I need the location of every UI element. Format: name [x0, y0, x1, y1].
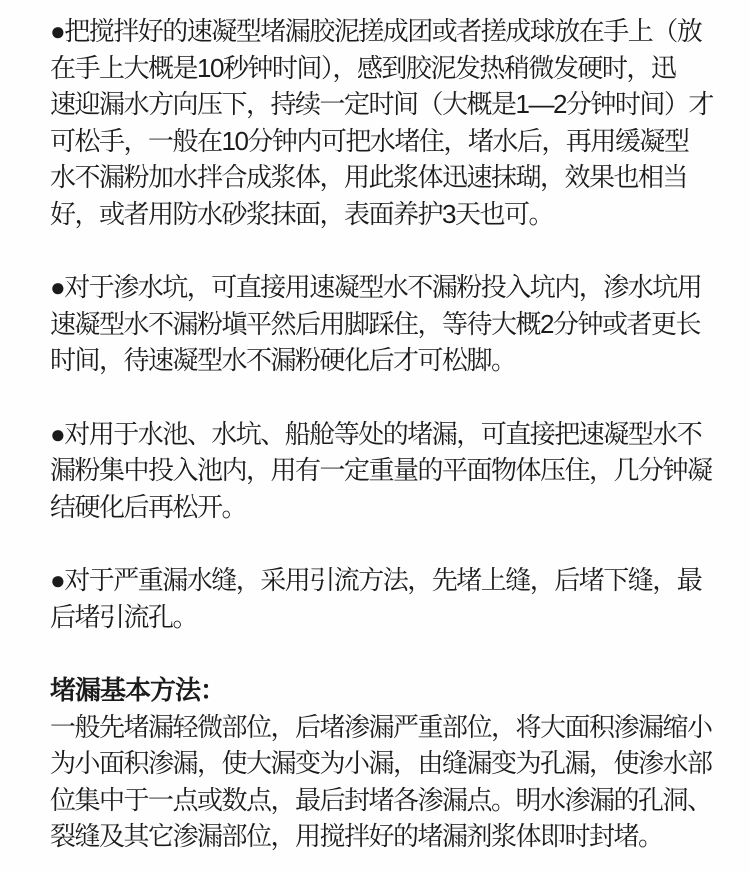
- bullet-paragraph-cement-ball-method: [50, 13, 713, 232]
- text-line: 位集中于一点或数点，最后封堵各渗漏点。明水渗漏的孔洞、: [50, 784, 712, 815]
- text-line: 漏粉集中投入池内，用有一定重量的平面物体压住，几分钟凝: [50, 455, 712, 485]
- text-line: 速凝型水不漏粉塡平然后用脚踩住，等待大概2分钟或者更长: [50, 308, 700, 339]
- text-line: 时间，待速凝型水不漏粉硬化后才可松脚。: [50, 345, 516, 375]
- bullet-paragraph-severe-crack-method: [50, 562, 706, 635]
- text-line: 一般先堵漏轻微部位，后堵渗漏严重部位，将大面积渗漏缩小: [50, 711, 712, 742]
- text-line: ●把搅拌好的速凝型堵漏胶泥搓成团或者搓成球放在手上（放: [50, 16, 702, 46]
- text-line: ●对于渗水坑，可直接用速凝型水不漏粉投入坑内，渗水坑用: [50, 272, 702, 302]
- text-line: 为小面积渗漏，使大漏变为小漏，由缝漏变为孔漏，使渗水部: [50, 748, 712, 778]
- text-line: 速迎漏水方向压下，持续一定时间（大概是1—2分钟时间）才: [50, 89, 713, 119]
- text-line: ●对于严重漏水缝，采用引流方法，先堵上缝，后堵下缝，最: [50, 565, 702, 595]
- text-line: 好，或者用防水砂浆抹面，表面养护3天也可。: [50, 198, 553, 229]
- text-line: 水不漏粉加水拌合成浆体，用此浆体迅速抹瑚，效果也相当: [50, 162, 688, 192]
- text-line: 裂缝及其它渗漏部位，用搅拌好的堵漏剂浆体即时封堵。: [50, 821, 663, 851]
- text-line: 在手上大概是10秒钟时间），感到胶泥发热稍微发硬时，迅: [50, 52, 676, 83]
- text-line: 可松手，一般在10分钟内可把水堵住，堵水后，再用缓凝型: [50, 125, 689, 156]
- paragraph-basic-methods-body: [50, 709, 712, 855]
- bullet-paragraph-pool-cabin-method: [50, 416, 712, 526]
- text-line: 后堵引流孔。: [50, 601, 198, 632]
- text-line: ●对用于水池、水坑、船舱等处的堵漏，可直接把速凝型水不: [50, 418, 702, 449]
- text-line: 结硬化后再松开。: [50, 491, 247, 522]
- section-heading-basic-methods: [50, 672, 706, 709]
- bullet-paragraph-seepage-pit-method: [50, 269, 706, 379]
- heading-line: 堵漏基本方法：: [50, 675, 226, 705]
